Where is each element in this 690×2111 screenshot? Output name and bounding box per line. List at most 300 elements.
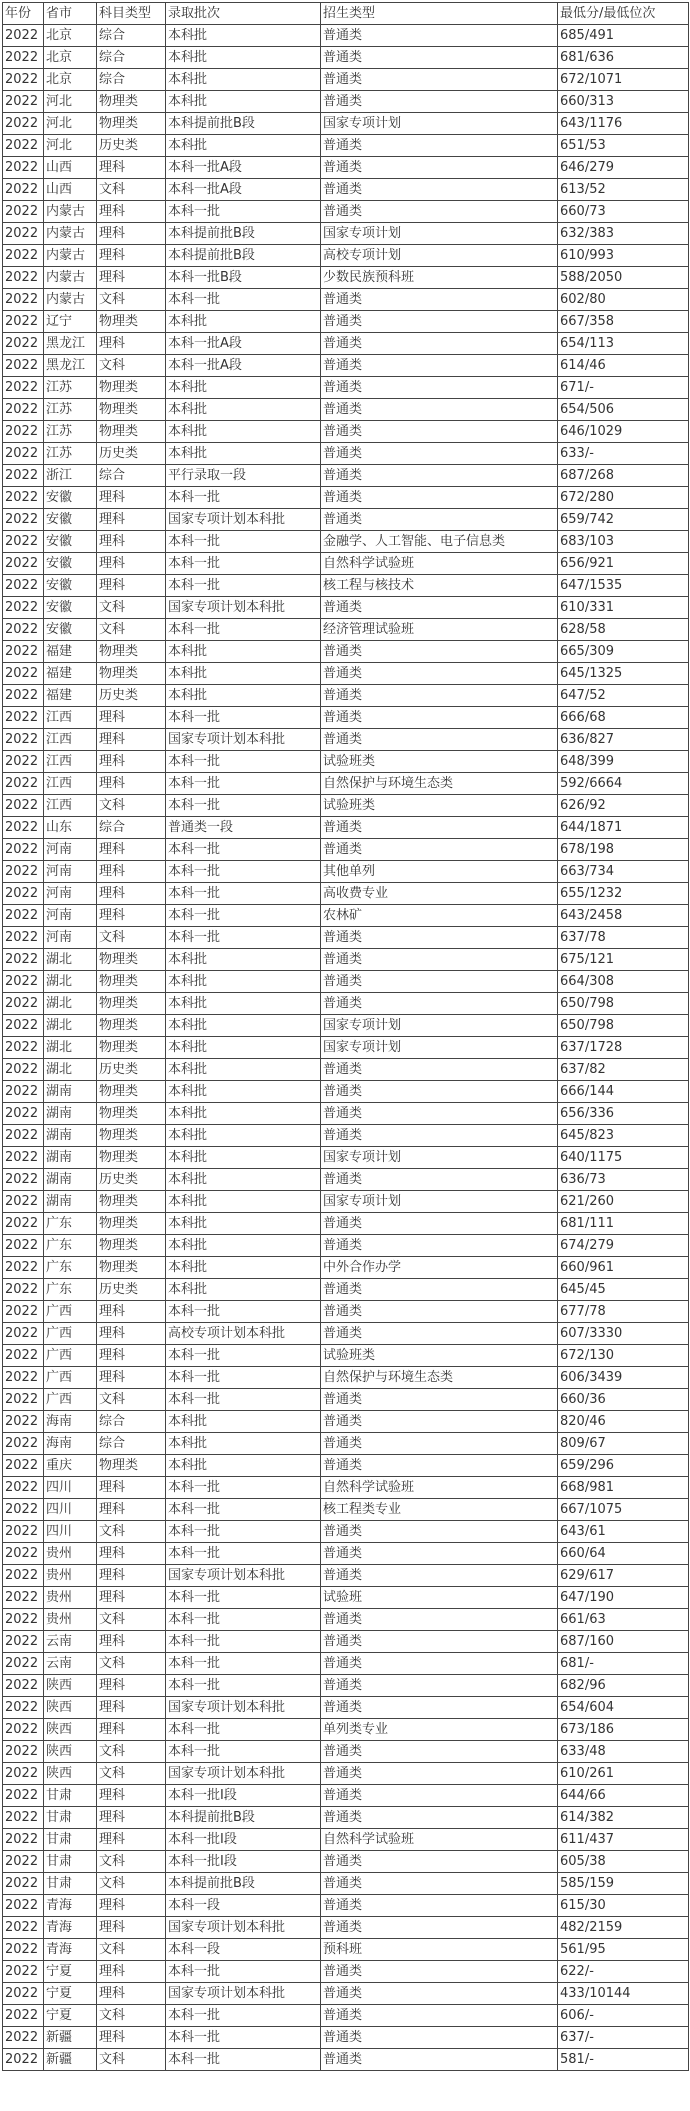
table-row (3, 993, 689, 1015)
table-row (3, 1345, 689, 1367)
cell-admission-batch: 本科提前批B段 (166, 113, 321, 135)
cell-admission-batch: 本科一批 (166, 1477, 321, 1499)
cell-province: 陕西 (44, 1697, 97, 1719)
cell-year: 2022 (3, 1213, 44, 1235)
cell-province: 四川 (44, 1521, 97, 1543)
table-row (3, 971, 689, 993)
cell-enrollment-type: 试验班类 (321, 795, 558, 817)
cell-admission-batch: 本科批 (166, 377, 321, 399)
cell-province: 江苏 (44, 443, 97, 465)
cell-year: 2022 (3, 1785, 44, 1807)
cell-enrollment-type: 普通类 (321, 399, 558, 421)
cell-province: 宁夏 (44, 2005, 97, 2027)
cell-subject-type: 物理类 (97, 1213, 166, 1235)
table-row (3, 575, 689, 597)
cell-enrollment-type: 普通类 (321, 1433, 558, 1455)
cell-year: 2022 (3, 2005, 44, 2027)
cell-year: 2022 (3, 377, 44, 399)
cell-enrollment-type: 自然保护与环境生态类 (321, 773, 558, 795)
table-row (3, 751, 689, 773)
cell-enrollment-type: 普通类 (321, 839, 558, 861)
table-row (3, 685, 689, 707)
cell-min-score-rank: 654/604 (558, 1697, 689, 1719)
cell-province: 江苏 (44, 421, 97, 443)
cell-enrollment-type: 高校专项计划 (321, 245, 558, 267)
cell-admission-batch: 本科批 (166, 949, 321, 971)
cell-year: 2022 (3, 1697, 44, 1719)
cell-admission-batch: 本科一批 (166, 1543, 321, 1565)
cell-enrollment-type: 中外合作办学 (321, 1257, 558, 1279)
table-row (3, 1059, 689, 1081)
cell-province: 广东 (44, 1257, 97, 1279)
cell-province: 湖北 (44, 1015, 97, 1037)
table-row (3, 179, 689, 201)
cell-min-score-rank: 672/280 (558, 487, 689, 509)
table-row (3, 1851, 689, 1873)
cell-admission-batch: 本科一批A段 (166, 333, 321, 355)
table-row (3, 1587, 689, 1609)
cell-province: 河南 (44, 927, 97, 949)
table-row (3, 949, 689, 971)
cell-province: 甘肃 (44, 1807, 97, 1829)
cell-province: 黑龙江 (44, 355, 97, 377)
table-row (3, 1191, 689, 1213)
cell-min-score-rank: 660/73 (558, 201, 689, 223)
table-row (3, 1917, 689, 1939)
cell-enrollment-type: 金融学、人工智能、电子信息类 (321, 531, 558, 553)
cell-admission-batch: 本科一批B段 (166, 267, 321, 289)
table-row (3, 1323, 689, 1345)
cell-enrollment-type: 普通类 (321, 289, 558, 311)
cell-year: 2022 (3, 1235, 44, 1257)
cell-admission-batch: 本科批 (166, 1037, 321, 1059)
cell-enrollment-type: 少数民族预科班 (321, 267, 558, 289)
cell-min-score-rank: 606/3439 (558, 1367, 689, 1389)
cell-admission-batch: 本科一批 (166, 1521, 321, 1543)
cell-min-score-rank: 637/- (558, 2027, 689, 2049)
cell-province: 湖南 (44, 1147, 97, 1169)
cell-enrollment-type: 高收费专业 (321, 883, 558, 905)
table-row (3, 1037, 689, 1059)
cell-min-score-rank: 622/- (558, 1961, 689, 1983)
cell-subject-type: 理科 (97, 1477, 166, 1499)
cell-enrollment-type: 自然科学试验班 (321, 1477, 558, 1499)
table-row (3, 1103, 689, 1125)
cell-year: 2022 (3, 1147, 44, 1169)
cell-subject-type: 综合 (97, 465, 166, 487)
cell-year: 2022 (3, 223, 44, 245)
cell-admission-batch: 本科一批 (166, 1389, 321, 1411)
cell-year: 2022 (3, 267, 44, 289)
cell-year: 2022 (3, 685, 44, 707)
admission-scores-table (2, 2, 689, 2071)
cell-min-score-rank: 561/95 (558, 1939, 689, 1961)
cell-subject-type: 理科 (97, 1697, 166, 1719)
cell-subject-type: 理科 (97, 201, 166, 223)
cell-enrollment-type: 试验班类 (321, 751, 558, 773)
cell-min-score-rank: 673/186 (558, 1719, 689, 1741)
cell-min-score-rank: 663/734 (558, 861, 689, 883)
cell-min-score-rank: 645/45 (558, 1279, 689, 1301)
table-row (3, 267, 689, 289)
cell-province: 内蒙古 (44, 223, 97, 245)
table-row (3, 1653, 689, 1675)
cell-enrollment-type: 普通类 (321, 685, 558, 707)
cell-year: 2022 (3, 1433, 44, 1455)
cell-min-score-rank: 660/313 (558, 91, 689, 113)
cell-subject-type: 文科 (97, 1741, 166, 1763)
table-row (3, 663, 689, 685)
cell-min-score-rank: 588/2050 (558, 267, 689, 289)
cell-province: 甘肃 (44, 1851, 97, 1873)
cell-admission-batch: 本科一批A段 (166, 355, 321, 377)
cell-enrollment-type: 农林矿 (321, 905, 558, 927)
cell-subject-type: 物理类 (97, 399, 166, 421)
cell-province: 江西 (44, 729, 97, 751)
cell-year: 2022 (3, 399, 44, 421)
cell-admission-batch: 本科一批I段 (166, 1785, 321, 1807)
table-row (3, 531, 689, 553)
cell-province: 湖南 (44, 1103, 97, 1125)
cell-subject-type: 理科 (97, 707, 166, 729)
cell-enrollment-type: 普通类 (321, 1521, 558, 1543)
table-row (3, 69, 689, 91)
cell-subject-type: 理科 (97, 1499, 166, 1521)
cell-province: 陕西 (44, 1675, 97, 1697)
cell-min-score-rank: 621/260 (558, 1191, 689, 1213)
cell-enrollment-type: 普通类 (321, 641, 558, 663)
table-row (3, 1389, 689, 1411)
cell-enrollment-type: 普通类 (321, 1807, 558, 1829)
cell-subject-type: 物理类 (97, 1147, 166, 1169)
cell-admission-batch: 本科批 (166, 1257, 321, 1279)
cell-province: 湖北 (44, 993, 97, 1015)
table-row (3, 1411, 689, 1433)
cell-admission-batch: 本科批 (166, 91, 321, 113)
cell-subject-type: 文科 (97, 1609, 166, 1631)
cell-enrollment-type: 国家专项计划 (321, 1037, 558, 1059)
cell-year: 2022 (3, 1081, 44, 1103)
cell-admission-batch: 本科一批 (166, 1741, 321, 1763)
cell-subject-type: 理科 (97, 575, 166, 597)
cell-year: 2022 (3, 1961, 44, 1983)
table-row (3, 1147, 689, 1169)
cell-min-score-rank: 637/82 (558, 1059, 689, 1081)
cell-admission-batch: 本科一批 (166, 531, 321, 553)
cell-subject-type: 综合 (97, 25, 166, 47)
cell-year: 2022 (3, 1191, 44, 1213)
table-row (3, 1279, 689, 1301)
cell-admission-batch: 本科提前批B段 (166, 1807, 321, 1829)
cell-year: 2022 (3, 1829, 44, 1851)
table-row (3, 1257, 689, 1279)
cell-admission-batch: 本科批 (166, 1235, 321, 1257)
cell-province: 甘肃 (44, 1785, 97, 1807)
cell-admission-batch: 国家专项计划本科批 (166, 1763, 321, 1785)
table-row (3, 333, 689, 355)
cell-province: 安徽 (44, 531, 97, 553)
cell-subject-type: 文科 (97, 2049, 166, 2071)
cell-province: 江西 (44, 707, 97, 729)
cell-enrollment-type: 普通类 (321, 1741, 558, 1763)
cell-subject-type: 理科 (97, 729, 166, 751)
table-row (3, 2049, 689, 2071)
cell-enrollment-type: 普通类 (321, 2005, 558, 2027)
cell-min-score-rank: 664/308 (558, 971, 689, 993)
cell-year: 2022 (3, 773, 44, 795)
cell-admission-batch: 本科批 (166, 1279, 321, 1301)
cell-enrollment-type: 普通类 (321, 157, 558, 179)
cell-year: 2022 (3, 113, 44, 135)
table-row (3, 1829, 689, 1851)
table-row (3, 795, 689, 817)
cell-province: 陕西 (44, 1763, 97, 1785)
header-enrollment-type: 招生类型 (321, 3, 558, 25)
cell-enrollment-type: 普通类 (321, 1697, 558, 1719)
cell-year: 2022 (3, 1015, 44, 1037)
table-row (3, 1741, 689, 1763)
cell-admission-batch: 普通类一段 (166, 817, 321, 839)
table-row (3, 1631, 689, 1653)
cell-admission-batch: 本科批 (166, 1059, 321, 1081)
cell-province: 江苏 (44, 377, 97, 399)
cell-min-score-rank: 687/160 (558, 1631, 689, 1653)
cell-enrollment-type: 普通类 (321, 1565, 558, 1587)
cell-enrollment-type: 普通类 (321, 1851, 558, 1873)
cell-min-score-rank: 668/981 (558, 1477, 689, 1499)
cell-admission-batch: 本科批 (166, 1147, 321, 1169)
cell-enrollment-type: 普通类 (321, 1081, 558, 1103)
cell-enrollment-type: 普通类 (321, 135, 558, 157)
table-row (3, 641, 689, 663)
cell-year: 2022 (3, 135, 44, 157)
cell-enrollment-type: 普通类 (321, 487, 558, 509)
cell-year: 2022 (3, 2049, 44, 2071)
cell-province: 内蒙古 (44, 201, 97, 223)
cell-admission-batch: 本科一批 (166, 1631, 321, 1653)
cell-province: 黑龙江 (44, 333, 97, 355)
cell-min-score-rank: 433/10144 (558, 1983, 689, 2005)
cell-enrollment-type: 普通类 (321, 729, 558, 751)
cell-subject-type: 理科 (97, 223, 166, 245)
cell-subject-type: 理科 (97, 1565, 166, 1587)
header-subject-type: 科目类型 (97, 3, 166, 25)
cell-min-score-rank: 615/30 (558, 1895, 689, 1917)
cell-min-score-rank: 626/92 (558, 795, 689, 817)
cell-province: 辽宁 (44, 311, 97, 333)
cell-min-score-rank: 681/111 (558, 1213, 689, 1235)
cell-enrollment-type: 经济管理试验班 (321, 619, 558, 641)
cell-min-score-rank: 636/827 (558, 729, 689, 751)
cell-admission-batch: 本科一批 (166, 905, 321, 927)
cell-min-score-rank: 602/80 (558, 289, 689, 311)
cell-subject-type: 理科 (97, 553, 166, 575)
cell-subject-type: 文科 (97, 619, 166, 641)
cell-province: 宁夏 (44, 1983, 97, 2005)
cell-province: 重庆 (44, 1455, 97, 1477)
cell-min-score-rank: 674/279 (558, 1235, 689, 1257)
cell-year: 2022 (3, 905, 44, 927)
cell-province: 广东 (44, 1213, 97, 1235)
cell-min-score-rank: 643/1176 (558, 113, 689, 135)
table-row (3, 2005, 689, 2027)
cell-province: 安徽 (44, 597, 97, 619)
cell-year: 2022 (3, 1257, 44, 1279)
cell-year: 2022 (3, 1367, 44, 1389)
cell-year: 2022 (3, 1323, 44, 1345)
cell-subject-type: 理科 (97, 1631, 166, 1653)
cell-admission-batch: 本科一批 (166, 795, 321, 817)
cell-enrollment-type: 普通类 (321, 465, 558, 487)
cell-enrollment-type: 普通类 (321, 201, 558, 223)
cell-province: 贵州 (44, 1609, 97, 1631)
table-row (3, 509, 689, 531)
cell-year: 2022 (3, 1543, 44, 1565)
table-row (3, 1169, 689, 1191)
cell-province: 云南 (44, 1653, 97, 1675)
cell-province: 福建 (44, 685, 97, 707)
cell-admission-batch: 本科一批I段 (166, 1851, 321, 1873)
cell-admission-batch: 本科一批 (166, 1587, 321, 1609)
cell-year: 2022 (3, 1741, 44, 1763)
cell-year: 2022 (3, 1851, 44, 1873)
cell-min-score-rank: 633/- (558, 443, 689, 465)
cell-enrollment-type: 试验班 (321, 1587, 558, 1609)
cell-year: 2022 (3, 1059, 44, 1081)
cell-year: 2022 (3, 25, 44, 47)
table-row (3, 1499, 689, 1521)
cell-subject-type: 理科 (97, 1961, 166, 1983)
cell-year: 2022 (3, 1103, 44, 1125)
cell-enrollment-type: 普通类 (321, 1895, 558, 1917)
cell-admission-batch: 国家专项计划本科批 (166, 1697, 321, 1719)
cell-enrollment-type: 普通类 (321, 1785, 558, 1807)
cell-year: 2022 (3, 1719, 44, 1741)
table-row (3, 553, 689, 575)
cell-year: 2022 (3, 1411, 44, 1433)
table-row (3, 1125, 689, 1147)
cell-admission-batch: 本科一批 (166, 553, 321, 575)
cell-subject-type: 理科 (97, 1587, 166, 1609)
table-row (3, 157, 689, 179)
cell-subject-type: 文科 (97, 355, 166, 377)
cell-province: 北京 (44, 69, 97, 91)
cell-province: 广西 (44, 1301, 97, 1323)
cell-min-score-rank: 685/491 (558, 25, 689, 47)
table-row (3, 2027, 689, 2049)
cell-admission-batch: 本科一批 (166, 2049, 321, 2071)
cell-subject-type: 理科 (97, 333, 166, 355)
cell-admission-batch: 本科批 (166, 1103, 321, 1125)
cell-admission-batch: 本科批 (166, 135, 321, 157)
table-row (3, 399, 689, 421)
table-row (3, 25, 689, 47)
cell-province: 青海 (44, 1917, 97, 1939)
cell-subject-type: 理科 (97, 1675, 166, 1697)
cell-subject-type: 文科 (97, 1873, 166, 1895)
cell-admission-batch: 本科批 (166, 1015, 321, 1037)
cell-subject-type: 理科 (97, 905, 166, 927)
table-row (3, 201, 689, 223)
cell-subject-type: 理科 (97, 1345, 166, 1367)
cell-year: 2022 (3, 1983, 44, 2005)
cell-enrollment-type: 普通类 (321, 443, 558, 465)
cell-province: 新疆 (44, 2027, 97, 2049)
cell-subject-type: 物理类 (97, 1235, 166, 1257)
cell-province: 安徽 (44, 575, 97, 597)
cell-min-score-rank: 633/48 (558, 1741, 689, 1763)
cell-subject-type: 物理类 (97, 1191, 166, 1213)
cell-enrollment-type: 普通类 (321, 2027, 558, 2049)
cell-province: 广西 (44, 1389, 97, 1411)
cell-admission-batch: 本科一批 (166, 201, 321, 223)
cell-min-score-rank: 614/382 (558, 1807, 689, 1829)
cell-subject-type: 历史类 (97, 1169, 166, 1191)
cell-min-score-rank: 645/1325 (558, 663, 689, 685)
cell-subject-type: 理科 (97, 1807, 166, 1829)
cell-province: 内蒙古 (44, 245, 97, 267)
cell-min-score-rank: 607/3330 (558, 1323, 689, 1345)
cell-enrollment-type: 普通类 (321, 377, 558, 399)
cell-subject-type: 综合 (97, 69, 166, 91)
cell-province: 湖北 (44, 971, 97, 993)
cell-province: 湖南 (44, 1169, 97, 1191)
cell-year: 2022 (3, 1587, 44, 1609)
table-row (3, 47, 689, 69)
table-row (3, 861, 689, 883)
cell-admission-batch: 本科批 (166, 1125, 321, 1147)
cell-min-score-rank: 650/798 (558, 1015, 689, 1037)
cell-year: 2022 (3, 355, 44, 377)
cell-admission-batch: 本科一批 (166, 575, 321, 597)
cell-subject-type: 理科 (97, 245, 166, 267)
cell-admission-batch: 本科批 (166, 47, 321, 69)
cell-province: 江西 (44, 751, 97, 773)
cell-year: 2022 (3, 443, 44, 465)
cell-min-score-rank: 606/- (558, 2005, 689, 2027)
table-row (3, 223, 689, 245)
cell-year: 2022 (3, 1169, 44, 1191)
cell-min-score-rank: 659/296 (558, 1455, 689, 1477)
cell-enrollment-type: 自然科学试验班 (321, 553, 558, 575)
cell-min-score-rank: 482/2159 (558, 1917, 689, 1939)
cell-min-score-rank: 628/58 (558, 619, 689, 641)
cell-subject-type: 理科 (97, 531, 166, 553)
cell-min-score-rank: 675/121 (558, 949, 689, 971)
cell-province: 安徽 (44, 553, 97, 575)
cell-subject-type: 综合 (97, 817, 166, 839)
cell-enrollment-type: 国家专项计划 (321, 1147, 558, 1169)
cell-year: 2022 (3, 289, 44, 311)
cell-subject-type: 文科 (97, 1763, 166, 1785)
cell-subject-type: 物理类 (97, 377, 166, 399)
cell-admission-batch: 本科一批 (166, 1301, 321, 1323)
cell-year: 2022 (3, 839, 44, 861)
table-row (3, 113, 689, 135)
cell-enrollment-type: 普通类 (321, 1411, 558, 1433)
cell-subject-type: 理科 (97, 1983, 166, 2005)
cell-enrollment-type: 普通类 (321, 707, 558, 729)
cell-admission-batch: 本科一批 (166, 927, 321, 949)
cell-min-score-rank: 644/66 (558, 1785, 689, 1807)
table-row (3, 839, 689, 861)
cell-admission-batch: 本科一批 (166, 1719, 321, 1741)
table-row (3, 773, 689, 795)
cell-admission-batch: 国家专项计划本科批 (166, 597, 321, 619)
cell-enrollment-type: 普通类 (321, 1653, 558, 1675)
table-row (3, 707, 689, 729)
table-row (3, 1873, 689, 1895)
